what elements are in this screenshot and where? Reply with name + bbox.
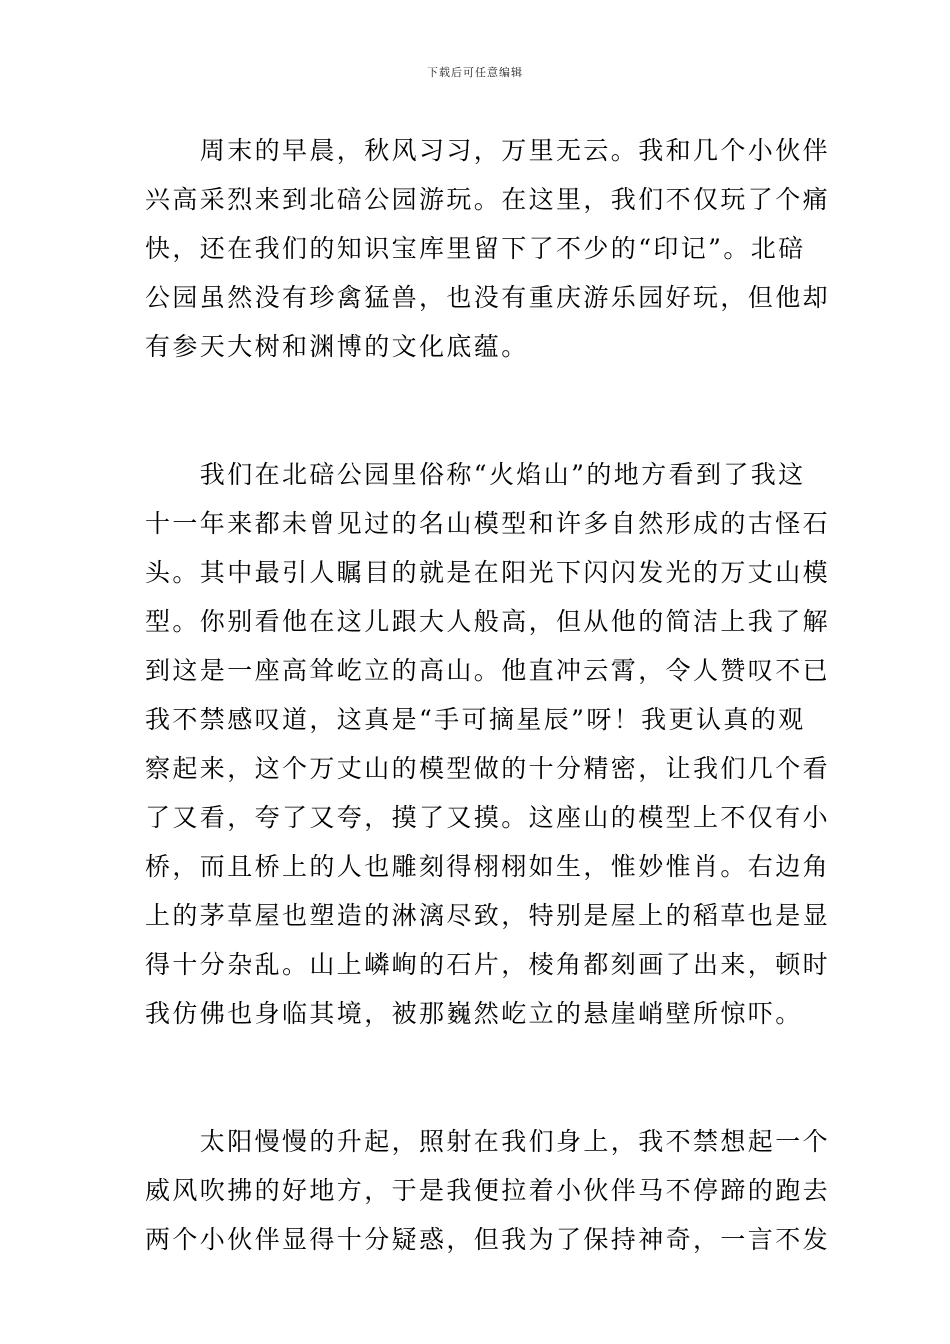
page-header: 下载后可任意编辑 xyxy=(427,66,523,79)
text-line: 到这是一座高耸屹立的高山。他直冲云霄，令人赞叹不已 xyxy=(145,656,831,685)
text-line: 威风吹拂的好地方，于是我便拉着小伙伴马不停蹄的跑去 xyxy=(145,1176,831,1205)
text-line: 了又看，夸了又夸，摸了又摸。这座山的模型上不仅有小 xyxy=(145,803,831,832)
text-line: 我不禁感叹道，这真是“手可摘星辰”呀！我更认真的观 xyxy=(145,705,806,734)
paragraph-spacer xyxy=(145,1038,807,1117)
paragraph-spacer xyxy=(145,371,807,450)
paragraph-1 xyxy=(145,126,831,371)
text-line: 得十分杂乱。山上嶙峋的石片，棱角都刻画了出来，顿时 xyxy=(145,950,831,979)
document-body xyxy=(145,126,831,1264)
text-line: 太阳慢慢的升起，照射在我们身上，我不禁想起一个 xyxy=(145,1127,831,1156)
text-line: 察起来，这个万丈山的模型做的十分精密，让我们几个看 xyxy=(145,754,831,783)
text-line: 桥，而且桥上的人也雕刻得栩栩如生，惟妙惟肖。右边角 xyxy=(145,852,831,881)
text-line: 我们在北碚公园里俗称“火焰山”的地方看到了我这 xyxy=(145,460,806,489)
text-line: 公园虽然没有珍禽猛兽，也没有重庆游乐园好玩，但他却 xyxy=(145,283,831,312)
text-line: 十一年来都未曾见过的名山模型和许多自然形成的古怪石 xyxy=(145,509,831,538)
text-line: 型。你别看他在这儿跟大人般高，但从他的简洁上我了解 xyxy=(145,607,831,636)
text-line: 两个小伙伴显得十分疑惑，但我为了保持神奇，一言不发 xyxy=(145,1225,831,1254)
text-line: 有参天大树和渊博的文化底蕴。 xyxy=(145,332,529,361)
text-line: 兴高采烈来到北碚公园游玩。在这里，我们不仅玩了个痛 xyxy=(145,185,831,214)
text-line: 周末的早晨，秋风习习，万里无云。我和几个小伙伴 xyxy=(145,136,831,165)
paragraph-3 xyxy=(145,1117,831,1264)
text-line: 我仿佛也身临其境，被那巍然屹立的悬崖峭壁所惊吓。 xyxy=(145,999,803,1028)
text-line: 快，还在我们的知识宝库里留下了不少的“印记”。北碚 xyxy=(145,234,806,263)
text-line: 上的茅草屋也塑造的淋漓尽致，特别是屋上的稻草也是显 xyxy=(145,901,831,930)
paragraph-2 xyxy=(145,450,831,1038)
text-line: 头。其中最引人瞩目的就是在阳光下闪闪发光的万丈山模 xyxy=(145,558,831,587)
